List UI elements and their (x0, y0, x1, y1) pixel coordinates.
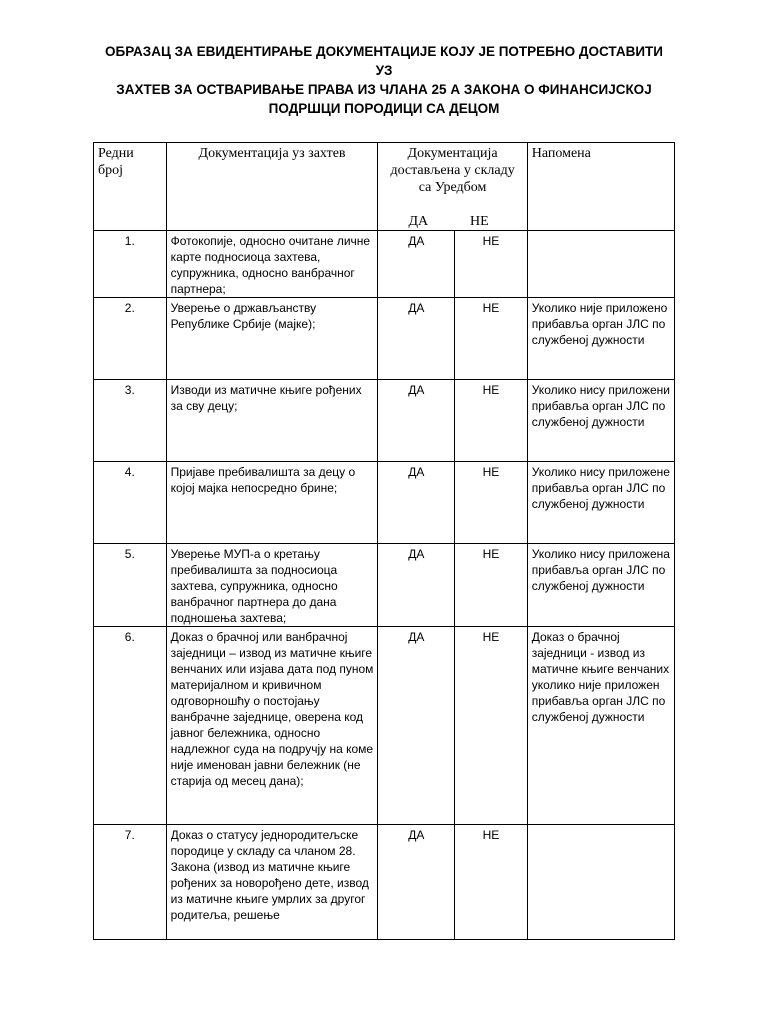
row-note: Уколико нису приложена прибавља орган ЈЛС по службеној дужности (527, 544, 674, 627)
row-number: 5. (94, 544, 167, 627)
row-documentation: Изводи из матичне књиге рођених за сву децу; (166, 380, 378, 462)
row-documentation: Доказ о брачној или ванбрачној заједници – извод из матичне књиге венчаних или изјава дата под пуном материјалном и кривичном одговорношћу о постојању ванбрачне заједнице, оверена код јавног бележника, односно надлежног суда на подручју на коме није именован јавни бележник (не старија од месец дана); (166, 627, 378, 825)
row-yes: ДА (378, 825, 455, 940)
row-yes: ДА (378, 298, 455, 380)
form-title-line-1: ОБРАЗАЦ ЗА ЕВИДЕНТИРАЊЕ ДОКУМЕНТАЦИЈЕ КОЈУ ЈЕ ПОТРЕБНО ДОСТАВИТИ УЗ (105, 44, 663, 78)
header-number (94, 143, 167, 231)
table-row (94, 627, 675, 825)
row-documentation: Пријаве пребивалишта за децу о којој мајка непосредно брине; (166, 462, 378, 544)
row-note: Уколико нису приложене прибавља орган ЈЛС по службеној дужности (527, 462, 674, 544)
header-number-line-2: број (98, 163, 124, 178)
header-delivered-line-3: са Уредбом (418, 180, 487, 195)
row-number: 4. (94, 462, 167, 544)
row-no: НЕ (455, 298, 528, 380)
table-row (94, 825, 675, 940)
form-title-line-2: ЗАХТЕВ ЗА ОСТВАРИВАЊЕ ПРАВА ИЗ ЧЛАНА 25 А ЗАКОНА О ФИНАНСИЈСКОЈ (116, 82, 652, 97)
header-yes-no (382, 213, 522, 230)
row-note (527, 231, 674, 298)
row-documentation: Фотокопије, односно очитане личне карте подносиоца захтева, супружника, односно ванбрачног партнера; (166, 231, 378, 298)
form-title-line-3: ПОДРШЦИ ПОРОДИЦИ СА ДЕЦОМ (268, 101, 500, 116)
header-delivered-line-1: Документација (407, 146, 498, 161)
row-yes: ДА (378, 544, 455, 627)
row-yes: ДА (378, 380, 455, 462)
header-yes: ДА (408, 214, 429, 229)
row-no: НЕ (455, 231, 528, 298)
row-note: Доказ о брачној заједници - извод из матичне књиге венчаних уколико није приложен прибавља орган ЈЛС по службеној дужности (527, 627, 674, 825)
header-number-line-1: Редни (98, 146, 134, 161)
row-number: 2. (94, 298, 167, 380)
row-documentation: Уверење МУП-а о кретању пребивалишта за подносиоца захтева, супружника, односно ванбрачног партнера до дана подношења захтева; (166, 544, 378, 627)
row-yes: ДА (378, 462, 455, 544)
row-documentation-text: Доказ о статусу једнородитељске породице у складу са чланом 28. Закона (извод из матичне књиге рођених за новорођено дете, извод из матичне књиге умрлих за другог родитеља, решење (170, 828, 369, 922)
row-yes: ДА (378, 231, 455, 298)
row-note (527, 825, 674, 940)
table-row (94, 462, 675, 544)
header-delivered-line-2: достављена у складу (390, 163, 515, 178)
row-note: Уколико нису приложени прибавља орган ЈЛС по службеној дужности (527, 380, 674, 462)
table-header-row (94, 143, 675, 231)
table-row (94, 544, 675, 627)
documentation-table (93, 142, 675, 940)
row-yes: ДА (378, 627, 455, 825)
row-note: Уколико није приложено прибавља орган ЈЛС по службеној дужности (527, 298, 674, 380)
row-documentation: Уверење о држављанству Републике Србије (мајке); (166, 298, 378, 380)
row-number: 6. (94, 627, 167, 825)
table-row (94, 380, 675, 462)
row-documentation (166, 825, 378, 940)
header-delivered (378, 143, 527, 231)
header-documentation: Документација уз захтев (166, 143, 378, 231)
row-number: 7. (94, 825, 167, 940)
row-no: НЕ (455, 380, 528, 462)
header-no: НЕ (470, 214, 489, 229)
row-no: НЕ (455, 462, 528, 544)
row-no: НЕ (455, 825, 528, 940)
table-row (94, 298, 675, 380)
row-number: 3. (94, 380, 167, 462)
row-number: 1. (94, 231, 167, 298)
table-row (94, 231, 675, 298)
row-no: НЕ (455, 627, 528, 825)
row-no: НЕ (455, 544, 528, 627)
form-title (96, 42, 672, 118)
header-note: Напомена (527, 143, 674, 231)
